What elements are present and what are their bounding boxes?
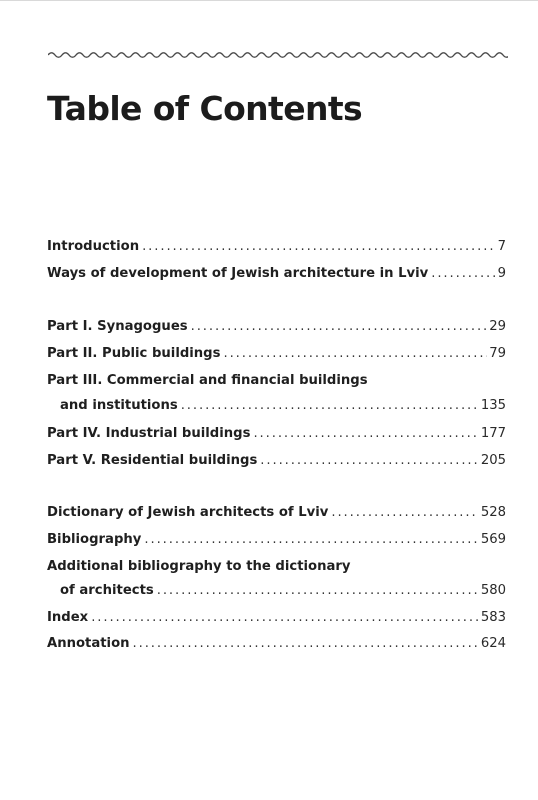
toc-entry-annotation[interactable]: [47, 633, 506, 655]
toc-entry-part-2[interactable]: [47, 343, 506, 365]
toc-entry-part-5[interactable]: [47, 450, 506, 472]
toc-entry-page: 580: [480, 583, 506, 598]
dot-leader: [144, 529, 478, 551]
dot-leader: [133, 633, 479, 655]
toc-entry-label: Part II. Public buildings: [47, 346, 221, 361]
dot-leader: [142, 236, 496, 258]
page-title: Table of Contents: [47, 89, 363, 128]
toc-entry-page: 528: [480, 505, 506, 520]
toc-entry-page: 205: [480, 453, 506, 468]
toc-entry-page: 177: [480, 426, 506, 441]
toc-entry-label: Part IV. Industrial buildings: [47, 426, 251, 441]
toc-entry-part-3[interactable]: [47, 395, 506, 417]
toc-entry-page: 7: [497, 239, 506, 254]
toc-entry-page: 569: [480, 532, 506, 547]
toc-entry-part-1[interactable]: [47, 316, 506, 338]
toc-entry-page: 29: [489, 319, 506, 334]
toc-entry-page: 583: [480, 610, 506, 625]
toc-entry-part-3-line-1[interactable]: Part III. Commercial and financial buildings: [47, 373, 368, 388]
toc-entry-page: 624: [480, 636, 506, 651]
dot-leader: [331, 502, 478, 524]
dot-leader: [253, 423, 478, 445]
toc-entry-label: Annotation: [47, 636, 130, 651]
toc-entry-additional-bibliography[interactable]: [47, 580, 506, 602]
toc-entry-label: Part I. Synagogues: [47, 319, 188, 334]
toc-entry-bibliography[interactable]: [47, 529, 506, 551]
toc-entry-label: Part V. Residential buildings: [47, 453, 258, 468]
table-of-contents: [47, 0, 506, 800]
dot-leader: [181, 395, 479, 417]
toc-entry-label: Introduction: [47, 239, 140, 254]
dot-leader: [223, 343, 487, 365]
dot-leader: [157, 580, 479, 602]
toc-entry-label: Ways of development of Jewish architecture in Lviv: [47, 266, 429, 281]
toc-entry-page: 79: [489, 346, 506, 361]
dot-leader: [91, 607, 479, 629]
toc-entry-page: 9: [497, 266, 506, 281]
toc-entry-index[interactable]: [47, 607, 506, 629]
toc-entry-label: and institutions: [60, 398, 178, 413]
toc-entry-part-4[interactable]: [47, 423, 506, 445]
toc-entry-additional-bibliography-line-1[interactable]: Additional bibliography to the dictionary: [47, 559, 351, 574]
dot-leader: [191, 316, 488, 338]
toc-entry-introduction[interactable]: [47, 236, 506, 258]
toc-entry-label: Dictionary of Jewish architects of Lviv: [47, 505, 329, 520]
toc-entry-label: of architects: [60, 583, 154, 598]
toc-entry-page: 135: [480, 398, 506, 413]
dot-leader: [260, 450, 479, 472]
toc-entry-label: Bibliography: [47, 532, 142, 547]
toc-entry-label: Index: [47, 610, 89, 625]
toc-entry-ways-of-development[interactable]: [47, 263, 506, 285]
toc-entry-dictionary[interactable]: [47, 502, 506, 524]
dot-leader: [431, 263, 495, 285]
